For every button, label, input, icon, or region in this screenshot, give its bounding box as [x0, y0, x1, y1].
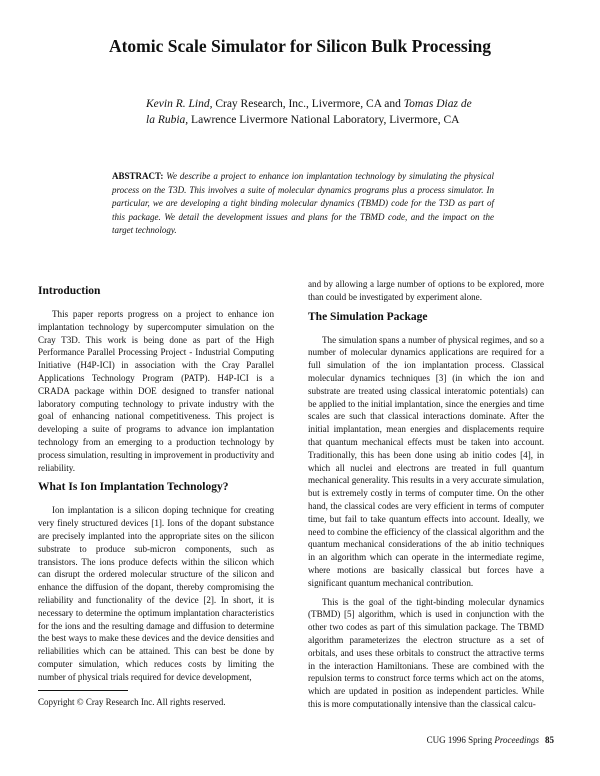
author-2-affiliation: Lawrence Livermore National Laboratory, Livermore, CA — [188, 114, 460, 126]
footnote-divider — [38, 690, 128, 691]
ion-implantation-heading: What Is Ion Implantation Technology? — [38, 481, 229, 494]
page-number: 85 — [545, 735, 554, 745]
author-1-name: Kevin R. Lind, — [146, 98, 213, 110]
abstract-text: We describe a project to enhance ion implantation technology by simulating the physical process on the T3D. This involves a suite of molecular dynamics programs plus a process simulator. In particular, we are developing a tight binding molecular dynamics (TBMD) code for the T3D as part of this package. We detail the development issues and plans for the TBMD code, and the impact on the target technology. — [112, 171, 494, 235]
introduction-paragraph: This paper reports progress on a project to enhance ion implantation technology by supercomputer simulation on the Cray T3D. This work is being done as part of the High Performance Parallel Processing Project - Industrial Computing Initiative (H4P-ICI) in association with the Cray Parallel Applications Technology Program (PATP). H4P-ICI is a CRADA package within DOE designed to transfer national laboratory computing technology to private industry with the goal of enhancing national competitiveness. This project is developing a suite of programs to advance ion implantation technology from an emerging to a production technology by process simulation, resulting in improvement in productivity and reliability. — [38, 309, 274, 473]
author-block — [146, 96, 476, 128]
footer-conference: CUG 1996 Spring — [426, 735, 495, 745]
abstract — [112, 170, 494, 238]
paper-title: Atomic Scale Simulator for Silicon Bulk Processing — [108, 36, 492, 56]
continued-paragraph: and by allowing a large number of options to be explored, more than could be investigated by experiment alone. — [308, 279, 544, 302]
abstract-label: ABSTRACT: — [112, 171, 164, 181]
author-1-affiliation: Cray Research, Inc., Livermore, CA and — [212, 98, 404, 110]
footer-proceedings: Proceedings — [494, 735, 539, 745]
introduction-heading: Introduction — [38, 285, 101, 297]
author-2-name: Tomas Diaz de la Rubia, — [146, 98, 472, 126]
simulation-package-heading: The Simulation Package — [308, 310, 428, 323]
copyright-footnote: Copyright © Cray Research Inc. All rights reserved. — [38, 697, 226, 707]
left-column — [38, 278, 274, 690]
page-footer — [427, 735, 554, 745]
right-column — [308, 278, 544, 717]
simulation-paragraph-2: This is the goal of the tight-binding molecular dynamics (TBMD) [5] algorithm, which is used in conjunction with the other two codes as part of this simulation package. The TBMD algorithm parameterizes the electron structure as a set of orbitals, and uses these orbitals to construct the attractive terms in the interaction Hamiltonians. These are combined with the repulsion terms to construct force terms which act on the atoms, which are updated in position as independent particles. While this is more computationally intensive than the classical calcu- — [308, 596, 544, 709]
ion-implantation-paragraph: Ion implantation is a silicon doping technique for creating very finely structured devices [1]. Ions of the dopant substance are precisely implanted into the appropriate sites on the silicon substrate to produce sub-micron components, such as transistors. The ions produce defects within the silicon which can disrupt the ordered molecular structure of the silicon and enhance the diffusion of the dopant, thereby compromising the reliability and functionality of the device [2]. In short, it is necessary to determine the optimum implantation characteristics for the ions and the resulting damage and diffusion to determine the best ways to make these devices and the device densities and reliabilities which can be attained. This can best be done by computer simulation, which reduces costs by limiting the number of physical trials required for device development, — [38, 505, 274, 682]
simulation-paragraph-1: The simulation spans a number of physical regimes, and so a number of molecular dynamics applications are required for a full simulation of the ion implantation process. Classical molecular dynamics techniques [3] (in which the ion and substrate are treated using classical interatomic potentials) can be applied to the initial implantation, since the energies and time scales are such that classical interactions dominate. After the initial implantation, mean energies and displacements require that quantum mechanical effects must be taken into account. Traditionally, this has been done using ab initio codes [4], in which all nuclei and electrons are treated in full quantum mechanical generality. This results in a very accurate simulation, but is extremely costly in terms of computer time. On the other hand, the classical codes are very efficient in terms of computer time, but fail to take quantum effects into account. Ideally, we need to combine the efficiency of the classical algorithm and the quantum mechanical considerations of the ab initio techniques in an algorithm which can operate in the intermediate regime, where motions are basically classical but forces have a significant quantum mechanical contribution. — [308, 334, 544, 588]
